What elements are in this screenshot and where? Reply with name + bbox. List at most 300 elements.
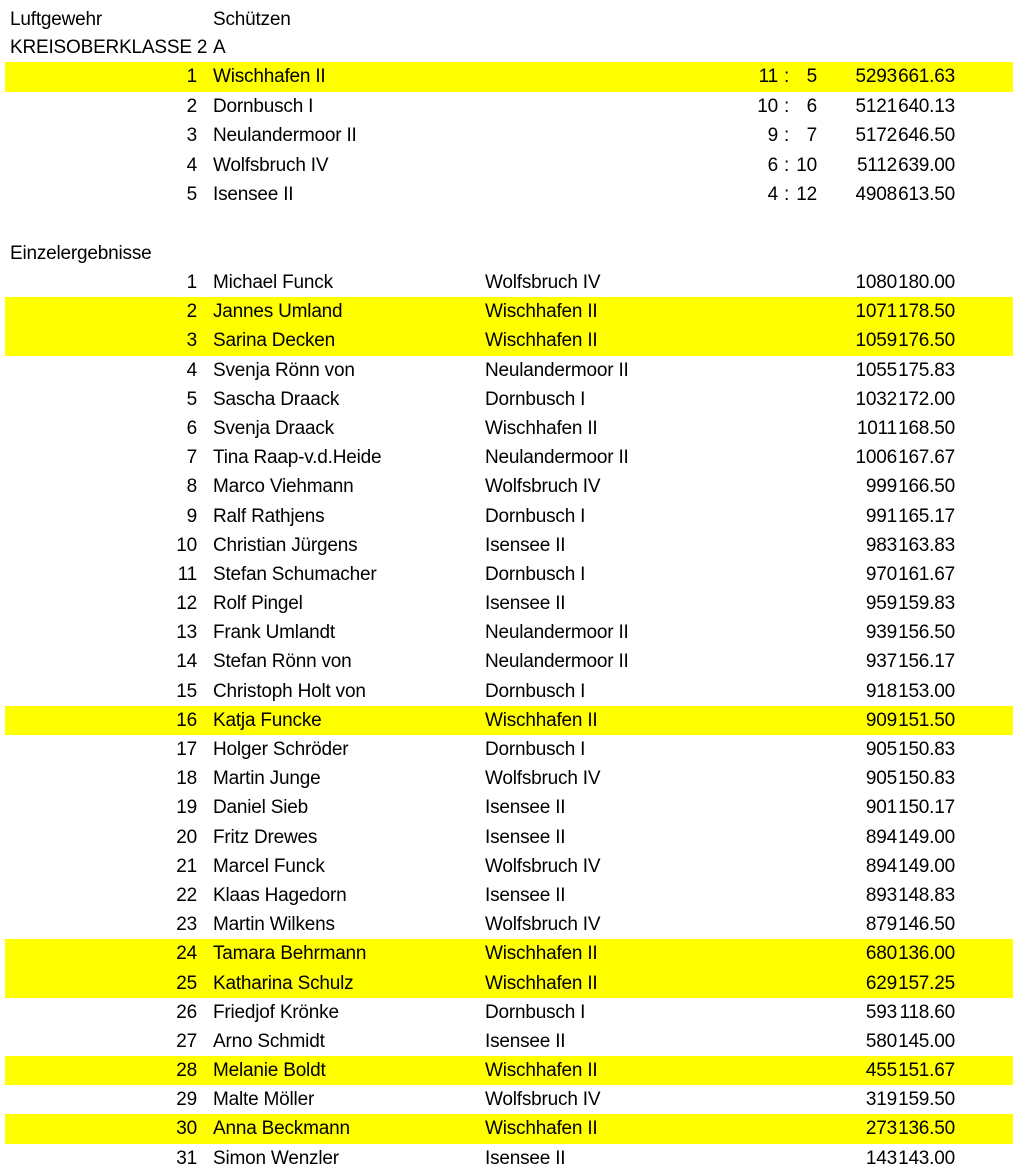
spacer	[197, 560, 213, 589]
shooter-average: 150.83	[898, 739, 955, 760]
individual-section-title: Einzelergebnisse	[10, 243, 152, 264]
shooter-average: 153.00	[898, 680, 955, 702]
spacer	[955, 92, 1023, 122]
team-name: Isensee II	[213, 184, 294, 205]
spacer	[955, 823, 1023, 852]
shooter-average: 149.00	[898, 855, 955, 877]
shooter-club: Wischhafen II	[485, 943, 598, 965]
spacer	[197, 764, 213, 793]
shooter-rank: 24	[176, 943, 197, 965]
spacer	[955, 560, 1023, 589]
shooter-rank: 4	[186, 359, 197, 381]
shooter-rank: 12	[176, 593, 197, 615]
shooter-name: Svenja Draack	[213, 417, 334, 439]
shooter-club: Wischhafen II	[485, 972, 598, 994]
result-row	[0, 297, 1023, 326]
team-losses: 12	[796, 184, 817, 205]
team-rank: 5	[186, 184, 197, 205]
shooter-club: Isensee II	[485, 534, 566, 556]
individual-results-table	[0, 268, 1023, 1173]
shooter-club: Neulandermoor II	[485, 622, 629, 644]
result-row	[0, 356, 1023, 385]
spacer	[197, 939, 213, 968]
result-row	[0, 472, 1023, 501]
sheet-header	[0, 6, 1023, 62]
spacer	[955, 647, 1023, 676]
shooter-name: Christian Jürgens	[213, 534, 358, 556]
shooter-club: Wolfsbruch IV	[485, 272, 601, 293]
shooter-rank: 30	[176, 1118, 197, 1140]
shooter-name: Frank Umlandt	[213, 622, 335, 644]
shooter-name: Daniel Sieb	[213, 797, 308, 819]
spacer	[197, 1056, 213, 1085]
shooter-club: Isensee II	[485, 826, 566, 848]
shooter-total-rings: 909	[865, 709, 897, 731]
shooter-club: Dornbusch I	[485, 1001, 586, 1023]
spacer	[197, 969, 213, 998]
spacer	[197, 823, 213, 852]
spacer	[955, 268, 1023, 297]
shooter-total-rings: 680	[865, 943, 897, 965]
spacer	[955, 356, 1023, 385]
shooter-name: Simon Wenzler	[213, 1147, 339, 1169]
result-row	[0, 560, 1023, 589]
spacer	[197, 385, 213, 414]
shooter-total-rings: 939	[865, 622, 897, 644]
spacer	[197, 356, 213, 385]
shooter-rank: 9	[186, 505, 197, 527]
shooter-name: Friedjof Krönke	[213, 1001, 339, 1023]
shooter-average: 156.17	[898, 651, 955, 673]
spacer	[197, 1144, 213, 1173]
shooter-club: Neulandermoor II	[485, 651, 629, 673]
spacer	[955, 121, 1023, 151]
spacer	[955, 910, 1023, 939]
spacer	[197, 92, 213, 122]
result-row	[0, 1085, 1023, 1114]
team-average: 613.50	[898, 184, 955, 205]
shooter-club: Dornbusch I	[485, 739, 586, 760]
spacer	[197, 502, 213, 531]
team-row	[0, 121, 1023, 151]
spacer	[197, 706, 213, 735]
spacer	[955, 735, 1023, 764]
shooter-average: 167.67	[898, 447, 955, 469]
shooter-average: 118.60	[899, 1001, 955, 1023]
result-row	[0, 647, 1023, 676]
shooter-total-rings: 455	[865, 1060, 897, 1082]
shooter-name: Christoph Holt von	[213, 680, 366, 702]
shooter-rank: 20	[176, 826, 197, 848]
shooter-rank: 27	[176, 1030, 197, 1052]
shooter-rank: 22	[176, 884, 197, 906]
shooter-rank: 13	[176, 622, 197, 644]
spacer	[955, 180, 1023, 210]
shooter-average: 172.00	[898, 388, 955, 410]
spacer	[197, 472, 213, 501]
shooter-name: Martin Wilkens	[213, 914, 335, 936]
score-separator: :	[783, 154, 790, 176]
shooter-average: 178.50	[898, 301, 955, 323]
shooter-club: Isensee II	[485, 593, 566, 615]
team-wins: 9	[767, 125, 778, 146]
spacer	[197, 297, 213, 326]
spacer	[197, 1027, 213, 1056]
team-rank: 3	[186, 125, 197, 146]
result-row	[0, 793, 1023, 822]
shooter-name: Marco Viehmann	[213, 476, 354, 498]
team-total-rings: 5172	[855, 125, 897, 146]
result-row	[0, 706, 1023, 735]
result-row	[0, 764, 1023, 793]
shooter-name: Malte Möller	[213, 1089, 315, 1111]
spacer	[955, 969, 1023, 998]
team-name: Wischhafen II	[213, 66, 326, 87]
shooter-average: 175.83	[898, 359, 955, 381]
shooter-club: Dornbusch I	[485, 563, 586, 585]
spacer	[197, 180, 213, 210]
result-row	[0, 881, 1023, 910]
spacer	[955, 1027, 1023, 1056]
shooter-name: Ralf Rathjens	[213, 505, 325, 527]
spacer	[197, 998, 213, 1027]
shooter-rank: 23	[176, 914, 197, 936]
shooter-rank: 2	[186, 301, 197, 323]
shooter-rank: 18	[176, 768, 197, 790]
shooter-name: Michael Funck	[213, 272, 333, 293]
header-line-2	[0, 34, 1023, 62]
shooter-name: Arno Schmidt	[213, 1030, 325, 1052]
shooter-total-rings: 901	[865, 797, 897, 819]
shooter-average: 163.83	[898, 534, 955, 556]
spacer	[197, 910, 213, 939]
spacer	[197, 62, 213, 92]
team-name: Dornbusch I	[213, 95, 314, 117]
spacer	[197, 326, 213, 355]
team-name: Neulandermoor II	[213, 125, 357, 146]
spacer	[955, 414, 1023, 443]
spacer	[955, 1144, 1023, 1173]
team-wins: 4	[767, 184, 778, 205]
spacer	[197, 677, 213, 706]
shooter-average: 168.50	[898, 417, 955, 439]
spacer	[197, 589, 213, 618]
shooter-total-rings: 983	[865, 534, 897, 556]
shooter-name: Svenja Rönn von	[213, 359, 355, 381]
shooter-average: 136.50	[898, 1118, 955, 1140]
shooter-average: 150.83	[898, 768, 955, 790]
shooter-rank: 14	[176, 651, 197, 673]
result-row	[0, 326, 1023, 355]
shooter-rank: 26	[176, 1001, 197, 1023]
shooter-average: 143.00	[898, 1147, 955, 1169]
shooter-average: 136.00	[898, 943, 955, 965]
shooter-rank: 17	[176, 739, 197, 760]
spacer	[955, 502, 1023, 531]
shooter-total-rings: 629	[865, 972, 897, 994]
spacer	[197, 268, 213, 297]
team-row	[0, 180, 1023, 210]
team-rank: 4	[186, 154, 197, 176]
header-line-1	[0, 6, 1023, 34]
team-wins: 6	[767, 154, 778, 176]
shooter-name: Fritz Drewes	[213, 826, 318, 848]
team-total-rings: 5121	[855, 95, 897, 117]
shooter-club: Wischhafen II	[485, 1060, 598, 1082]
shooter-rank: 21	[176, 855, 197, 877]
team-total-rings: 4908	[855, 184, 897, 205]
shooter-club: Isensee II	[485, 797, 566, 819]
result-row	[0, 1027, 1023, 1056]
shooter-rank: 31	[176, 1147, 197, 1169]
shooter-club: Dornbusch I	[485, 505, 586, 527]
shooter-name: Rolf Pingel	[213, 593, 303, 615]
team-results-table	[0, 62, 1023, 210]
shooter-total-rings: 893	[865, 884, 897, 906]
group-value: A	[213, 37, 226, 58]
shooter-rank: 10	[176, 534, 197, 556]
result-row	[0, 618, 1023, 647]
shooter-total-rings: 970	[865, 563, 897, 585]
shooter-club: Wischhafen II	[485, 1118, 598, 1140]
spacer	[955, 706, 1023, 735]
shooter-total-rings: 1055	[855, 359, 897, 381]
shooter-name: Jannes Umland	[213, 301, 343, 323]
spacer	[955, 939, 1023, 968]
shooter-average: 151.67	[898, 1060, 955, 1082]
shooter-total-rings: 999	[865, 476, 897, 498]
result-row	[0, 414, 1023, 443]
shooter-club: Wolfsbruch IV	[485, 768, 601, 790]
team-name: Wolfsbruch IV	[213, 154, 329, 176]
shooter-rank: 25	[176, 972, 197, 994]
result-row	[0, 589, 1023, 618]
spacer	[955, 881, 1023, 910]
spacer	[197, 1114, 213, 1143]
score-separator: :	[783, 125, 790, 146]
spacer	[955, 326, 1023, 355]
result-row	[0, 443, 1023, 472]
spacer	[197, 531, 213, 560]
shooter-total-rings: 1011	[856, 417, 897, 439]
shooter-average: 180.00	[898, 272, 955, 293]
shooter-total-rings: 905	[865, 739, 897, 760]
result-row	[0, 677, 1023, 706]
shooter-rank: 1	[186, 272, 197, 293]
shooter-rank: 5	[186, 388, 197, 410]
result-row	[0, 852, 1023, 881]
shooter-total-rings: 905	[865, 768, 897, 790]
shooter-total-rings: 959	[865, 593, 897, 615]
shooter-name: Marcel Funck	[213, 855, 325, 877]
result-row	[0, 385, 1023, 414]
spacer	[955, 852, 1023, 881]
shooter-average: 150.17	[898, 797, 955, 819]
shooter-average: 148.83	[898, 884, 955, 906]
team-losses: 7	[806, 125, 817, 146]
spacer	[197, 793, 213, 822]
result-row	[0, 735, 1023, 764]
shooter-rank: 8	[186, 476, 197, 498]
team-losses: 10	[796, 154, 817, 176]
shooter-total-rings: 1059	[855, 330, 897, 352]
shooter-rank: 16	[176, 709, 197, 731]
spacer	[955, 998, 1023, 1027]
shooter-total-rings: 918	[865, 680, 897, 702]
team-rank: 1	[186, 66, 197, 87]
spacer	[197, 852, 213, 881]
shooter-rank: 7	[186, 447, 197, 469]
spacer	[955, 297, 1023, 326]
score-separator: :	[783, 184, 790, 205]
shooter-club: Dornbusch I	[485, 680, 586, 702]
shooter-total-rings: 879	[865, 914, 897, 936]
spacer	[197, 414, 213, 443]
shooter-name: Tina Raap-v.d.Heide	[213, 447, 382, 469]
shooter-average: 145.00	[898, 1030, 955, 1052]
discipline-label: Luftgewehr	[10, 9, 103, 30]
shooter-total-rings: 1080	[855, 272, 897, 293]
team-average: 640.13	[898, 95, 955, 117]
shooter-club: Isensee II	[485, 1030, 566, 1052]
shooter-total-rings: 143	[865, 1147, 897, 1169]
shooter-name: Stefan Schumacher	[213, 563, 377, 585]
shooter-total-rings: 1071	[855, 301, 897, 323]
spacer	[955, 764, 1023, 793]
shooter-club: Wischhafen II	[485, 301, 598, 323]
spacer	[955, 62, 1023, 92]
shooter-average: 165.17	[898, 505, 955, 527]
result-row	[0, 939, 1023, 968]
shooter-rank: 19	[176, 797, 197, 819]
shooter-club: Isensee II	[485, 884, 566, 906]
shooter-rank: 11	[177, 563, 197, 585]
spacer	[955, 151, 1023, 181]
spacer	[955, 1114, 1023, 1143]
result-row	[0, 268, 1023, 297]
shooter-club: Wolfsbruch IV	[485, 1089, 601, 1111]
shooter-rank: 29	[176, 1089, 197, 1111]
result-row	[0, 823, 1023, 852]
group-label: Schützen	[213, 9, 291, 30]
team-row	[0, 62, 1023, 92]
spacer	[955, 618, 1023, 647]
shooter-average: 161.67	[898, 563, 955, 585]
shooter-average: 149.00	[898, 826, 955, 848]
result-row	[0, 1056, 1023, 1085]
shooter-club: Wolfsbruch IV	[485, 914, 601, 936]
result-row	[0, 502, 1023, 531]
shooter-total-rings: 894	[865, 855, 897, 877]
team-wins: 11	[758, 66, 778, 87]
spacer	[197, 647, 213, 676]
shooter-club: Isensee II	[485, 1147, 566, 1169]
shooter-total-rings: 937	[865, 651, 897, 673]
shooter-name: Tamara Behrmann	[213, 943, 367, 965]
spacer	[955, 1085, 1023, 1114]
shooter-average: 156.50	[898, 622, 955, 644]
team-average: 639.00	[898, 154, 955, 176]
team-total-rings: 5293	[855, 66, 897, 87]
score-separator: :	[783, 95, 790, 117]
shooter-name: Martin Junge	[213, 768, 321, 790]
shooter-club: Dornbusch I	[485, 388, 586, 410]
spacer	[197, 881, 213, 910]
shooter-club: Wolfsbruch IV	[485, 855, 601, 877]
shooter-club: Wolfsbruch IV	[485, 476, 601, 498]
team-rank: 2	[186, 95, 197, 117]
team-wins: 10	[757, 95, 778, 117]
team-average: 646.50	[898, 125, 955, 146]
spacer	[197, 735, 213, 764]
shooter-total-rings: 580	[865, 1030, 897, 1052]
shooter-name: Sarina Decken	[213, 330, 336, 352]
shooter-club: Wischhafen II	[485, 330, 598, 352]
spacer	[955, 443, 1023, 472]
shooter-average: 176.50	[898, 330, 955, 352]
team-total-rings: 5112	[856, 154, 897, 176]
shooter-total-rings: 1032	[855, 388, 897, 410]
spacer	[955, 793, 1023, 822]
shooter-total-rings: 1006	[855, 447, 897, 469]
result-row	[0, 910, 1023, 939]
shooter-total-rings: 991	[865, 505, 897, 527]
shooter-average: 159.83	[898, 593, 955, 615]
shooter-club: Wischhafen II	[485, 417, 598, 439]
shooter-rank: 6	[186, 417, 197, 439]
spacer	[955, 677, 1023, 706]
spacer	[197, 1085, 213, 1114]
shooter-total-rings: 319	[865, 1089, 897, 1111]
result-row	[0, 1114, 1023, 1143]
team-losses: 5	[806, 66, 817, 87]
shooter-name: Stefan Rönn von	[213, 651, 352, 673]
shooter-name: Katja Funcke	[213, 709, 322, 731]
shooter-total-rings: 593	[865, 1001, 897, 1023]
spacer	[197, 618, 213, 647]
league-label: KREISOBERKLASSE 2	[10, 37, 208, 58]
score-separator: :	[783, 66, 790, 87]
team-row	[0, 151, 1023, 181]
shooter-total-rings: 894	[865, 826, 897, 848]
result-row	[0, 969, 1023, 998]
shooter-rank: 3	[186, 330, 197, 352]
shooter-name: Holger Schröder	[213, 739, 349, 760]
shooter-rank: 28	[176, 1060, 197, 1082]
result-row	[0, 1144, 1023, 1173]
shooter-name: Sascha Draack	[213, 388, 340, 410]
shooter-club: Neulandermoor II	[485, 359, 629, 381]
result-row	[0, 531, 1023, 560]
team-row	[0, 92, 1023, 122]
shooter-rank: 15	[176, 680, 197, 702]
shooter-average: 166.50	[898, 476, 955, 498]
shooter-club: Wischhafen II	[485, 709, 598, 731]
spacer	[197, 443, 213, 472]
shooter-name: Melanie Boldt	[213, 1060, 326, 1082]
spacer	[955, 589, 1023, 618]
shooter-average: 159.50	[898, 1089, 955, 1111]
spacer	[197, 151, 213, 181]
shooter-name: Anna Beckmann	[213, 1118, 350, 1140]
shooter-average: 157.25	[898, 972, 955, 994]
spacer	[955, 531, 1023, 560]
shooter-club: Neulandermoor II	[485, 447, 629, 469]
shooter-name: Katharina Schulz	[213, 972, 354, 994]
spacer	[955, 385, 1023, 414]
shooter-name: Klaas Hagedorn	[213, 884, 347, 906]
spacer	[955, 1056, 1023, 1085]
